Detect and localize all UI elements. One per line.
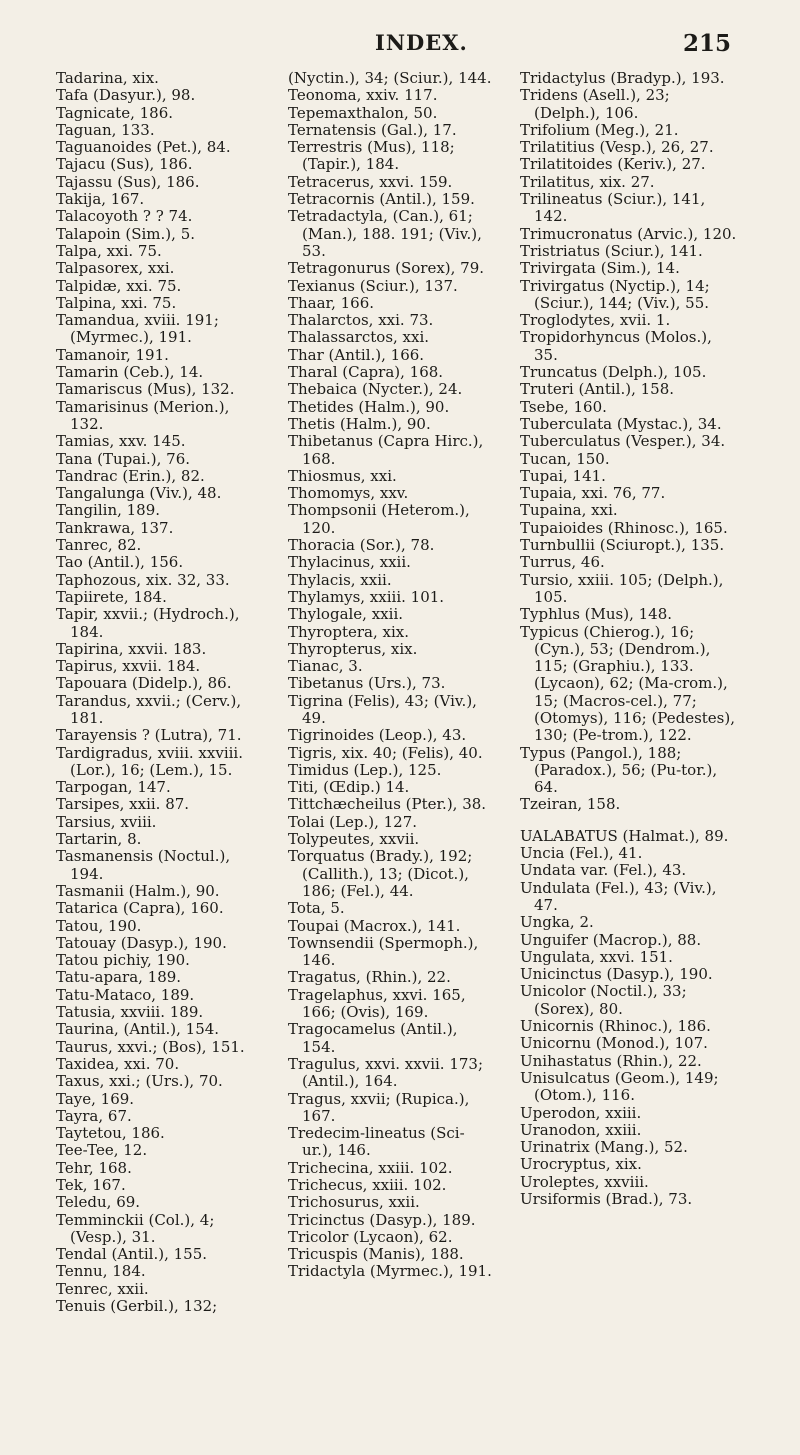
- index-entry: Tapir, xxvii.; (Hydroch.), 184.: [56, 605, 240, 641]
- index-entry: Tolypeutes, xxvii.: [288, 830, 420, 849]
- index-entry: Trilatitius (Vesp.), 26, 27.: [520, 138, 714, 157]
- index-entry: Tehr, 168.: [56, 1158, 132, 1177]
- index-entry: Taguanoides (Pet.), 84.: [56, 138, 231, 157]
- index-entry: Thoracia (Sor.), 78.: [288, 536, 435, 555]
- index-entry: Talapoin (Sim.), 5.: [56, 224, 195, 243]
- index-entry: Trichosurus, xxii.: [288, 1193, 420, 1212]
- index-entry: Tursio, xxiii. 105; (Delph.), 105.: [520, 570, 724, 606]
- index-entry: Trimucronatus (Arvic.), 120.: [520, 224, 737, 243]
- index-entry: Trifolium (Meg.), 21.: [520, 120, 679, 139]
- index-entry: Tolai (Lep.), 127.: [288, 812, 418, 831]
- index-entry: Unicinctus (Dasyp.), 190.: [520, 965, 713, 984]
- index-entry: Unisulcatus (Geom.), 149; (Otom.), 116.: [520, 1068, 719, 1105]
- page-title: INDEX.: [375, 30, 468, 55]
- index-entry: Talpa, xxi. 75.: [56, 241, 162, 260]
- index-entry: Tsebe, 160.: [520, 397, 607, 416]
- index-entry: Tagnicate, 186.: [56, 103, 174, 122]
- index-entry: Taxidea, xxi. 70.: [56, 1054, 180, 1073]
- index-entry: Thyropterus, xix.: [288, 639, 418, 658]
- index-column-2: [288, 70, 493, 1281]
- index-entry: Tasmanensis (Noctul.), 194.: [56, 847, 231, 883]
- index-entry: Tatusia, xxviii. 189.: [56, 1003, 204, 1022]
- index-entry: Unicornis (Rhinoc.), 186.: [520, 1017, 711, 1036]
- index-entry: Tittchæcheilus (Pter.), 38.: [288, 795, 487, 814]
- index-entry: Tharal (Capra), 168.: [288, 363, 444, 382]
- index-entry: Tendal (Antil.), 155.: [56, 1245, 208, 1264]
- index-entry: Trilatitoides (Keriv.), 27.: [520, 155, 706, 174]
- page-number: 215: [683, 30, 732, 57]
- index-entry: Tankrawa, 137.: [56, 518, 174, 537]
- index-entry: Unguifer (Macrop.), 88.: [520, 930, 702, 949]
- index-entry: Tianac, 3.: [288, 657, 363, 676]
- index-entry: Tatu-Mataco, 189.: [56, 985, 195, 1004]
- index-entry: Tarayensis ? (Lutra), 71.: [56, 726, 242, 745]
- index-entry: Thibetanus (Capra Hirc.), 168.: [288, 432, 484, 468]
- index-entry: Tetracerus, xxvi. 159.: [288, 172, 453, 191]
- index-entry: Tana (Tupai.), 76.: [56, 449, 191, 468]
- index-entry: Tatouay (Dasyp.), 190.: [56, 933, 227, 952]
- index-entry: Tupaina, xxi.: [520, 501, 618, 520]
- index-entry: Timidus (Lep.), 125.: [288, 760, 442, 779]
- index-entry: Tridens (Asell.), 23; (Delph.), 106.: [520, 86, 670, 122]
- index-entry: Thylacis, xxii.: [288, 570, 392, 589]
- index-entry: Tamarin (Ceb.), 14.: [56, 363, 204, 382]
- index-entry: Trichecina, xxiii. 102.: [288, 1158, 453, 1177]
- index-entry: Tzeiran, 158.: [520, 795, 621, 814]
- index-entry: Tangalunga (Viv.), 48.: [56, 484, 222, 503]
- index-entry: Thylacinus, xxii.: [288, 553, 411, 572]
- index-entry: Tigrina (Felis), 43; (Viv.), 49.: [288, 691, 477, 727]
- index-entry: Tafa (Dasyur.), 98.: [56, 86, 196, 105]
- index-entry: Uroleptes, xxviii.: [520, 1172, 649, 1191]
- index-entry: Tapirus, xxvii. 184.: [56, 657, 201, 676]
- index-entry: Tajassu (Sus), 186.: [56, 172, 200, 191]
- index-entry: Trivirgata (Sim.), 14.: [520, 259, 680, 278]
- index-entry: Tragelaphus, xxvi. 165, 166; (Ovis), 169.: [288, 985, 466, 1022]
- index-entry: Ungka, 2.: [520, 913, 594, 932]
- index-entry: Thaar, 166.: [288, 293, 375, 312]
- index-entry: (Nyctin.), 34; (Sciur.), 144.: [288, 69, 492, 87]
- index-entry: Thalarctos, xxi. 73.: [288, 311, 434, 330]
- index-entry: Tigrinoides (Leop.), 43.: [288, 726, 467, 745]
- index-entry: Tennu, 184.: [56, 1262, 146, 1281]
- index-entry: Tristriatus (Sciur.), 141.: [520, 241, 703, 260]
- index-entry: Tatou pichiy, 190.: [56, 951, 190, 970]
- index-entry: Tadarina, xix.: [56, 69, 159, 87]
- index-entry: Tardigradus, xviii. xxviii. (Lor.), 16; (Lem.), 15.: [56, 743, 243, 779]
- index-entry: Tamias, xxv. 145.: [56, 432, 186, 451]
- index-entry: Tarpogan, 147.: [56, 778, 171, 797]
- index-entry: Tragocamelus (Antil.), 154.: [288, 1020, 458, 1056]
- index-entry: Unicornu (Monod.), 107.: [520, 1034, 708, 1053]
- index-entry: Truncatus (Delph.), 105.: [520, 363, 707, 382]
- index-entry: Talpina, xxi. 75.: [56, 293, 177, 312]
- index-entry: Taurina, (Antil.), 154.: [56, 1020, 220, 1039]
- index-entry: Taphozous, xix. 32, 33.: [56, 570, 230, 589]
- index-entry: Tajacu (Sus), 186.: [56, 155, 193, 174]
- index-entry: Tenrec, xxii.: [56, 1279, 149, 1298]
- index-entry: Tricinctus (Dasyp.), 189.: [288, 1210, 476, 1229]
- index-entry: Tamandua, xviii. 191; (Myrmec.), 191.: [56, 311, 219, 347]
- index-entry: Thar (Antil.), 166.: [288, 345, 425, 364]
- index-entry: Tuberculata (Mystac.), 34.: [520, 414, 722, 433]
- index-entry: Temminckii (Col.), 4; (Vesp.), 31.: [56, 1210, 215, 1246]
- index-column-1: [56, 70, 254, 1315]
- index-entry: Tapiirete, 184.: [56, 587, 167, 606]
- index-entry: Undata var. (Fel.), 43.: [520, 861, 687, 880]
- index-entry: Tupaioides (Rhinosc.), 165.: [520, 518, 728, 537]
- index-entry: Tupai, 141.: [520, 466, 606, 485]
- index-entry: Unihastatus (Rhin.), 22.: [520, 1051, 702, 1070]
- index-entry: Undulata (Fel.), 43; (Viv.), 47.: [520, 878, 717, 914]
- page-header: [0, 30, 800, 70]
- index-entry: Trivirgatus (Nyctip.), 14; (Sciur.), 144; (Viv.), 55.: [520, 276, 710, 312]
- index-entry: Talpasorex, xxi.: [56, 259, 175, 278]
- index-entry: Tapirina, xxvii. 183.: [56, 639, 207, 658]
- index-entry: Tamarisinus (Merion.), 132.: [56, 397, 230, 433]
- index-entry: Talpidæ, xxi. 75.: [56, 276, 182, 295]
- index-entry: Tasmanii (Halm.), 90.: [56, 881, 220, 900]
- index-entry: Uranodon, xxiii.: [520, 1120, 642, 1139]
- index-entry: Taytetou, 186.: [56, 1124, 165, 1143]
- index-entry: Urinatrix (Mang.), 52.: [520, 1138, 688, 1157]
- index-entry: Tepemaxthalon, 50.: [288, 103, 438, 122]
- index-entry: Toupai (Macrox.), 141.: [288, 916, 461, 935]
- index-entry: Taguan, 133.: [56, 120, 155, 139]
- index-entry: Tatou, 190.: [56, 916, 142, 935]
- index-entry: Ungulata, xxvi. 151.: [520, 947, 673, 966]
- index-entry: Typicus (Chierog.), 16; (Cyn.), 53; (Dendrom.), 115; (Graphiu.), 133. (Lycaon), 62; (Ma-crom.), 15; (Macros-cel.), 77; (Otomys), 116; (Pedestes), 130; (Pe-trom.), 122.: [520, 622, 735, 745]
- index-entry: Tridactylus (Bradyp.), 193.: [520, 69, 725, 87]
- index-entry: Turrus, 46.: [520, 553, 605, 572]
- index-entry: Thylogale, xxii.: [288, 605, 404, 624]
- index-entry: Tridactyla (Myrmec.), 191.: [288, 1262, 492, 1281]
- index-entry: Thylamys, xxiii. 101.: [288, 587, 445, 606]
- index-column-3: [520, 70, 740, 1208]
- index-entry: Tamanoir, 191.: [56, 345, 169, 364]
- index-entry: Ternatensis (Gal.), 17.: [288, 120, 457, 139]
- index-entry: Tota, 5.: [288, 899, 345, 918]
- index-entry: Tao (Antil.), 156.: [56, 553, 184, 572]
- index-entry: Trilineatus (Sciur.), 141, 142.: [520, 190, 706, 226]
- index-entry: Tuberculatus (Vesper.), 34.: [520, 432, 726, 451]
- index-entry: Tetragonurus (Sorex), 79.: [288, 259, 485, 278]
- index-entry: UALABATUS (Halmat.), 89.: [520, 826, 729, 845]
- index-entry: Tarsius, xviii.: [56, 812, 157, 831]
- index-entry: Tarandus, xxvii.; (Cerv.), 181.: [56, 691, 242, 727]
- index-entry: Tanrec, 82.: [56, 536, 142, 555]
- index-entry: Tee-Tee, 12.: [56, 1141, 148, 1160]
- index-entry: Ursiformis (Brad.), 73.: [520, 1190, 693, 1208]
- index-entry: Uncia (Fel.), 41.: [520, 844, 643, 863]
- index-entry: Teonoma, xxiv. 117.: [288, 86, 438, 105]
- index-entry: Tragulus, xxvi. xxvii. 173; (Antil.), 164.: [288, 1054, 484, 1091]
- index-entry: Thyroptera, xix.: [288, 622, 409, 641]
- index-entry: Tartarin, 8.: [56, 830, 142, 849]
- index-entry: Taxus, xxi.; (Urs.), 70.: [56, 1072, 223, 1091]
- index-entry: Titi, (Œdip.) 14.: [288, 778, 410, 797]
- index-entry: Townsendii (Spermoph.), 146.: [288, 933, 479, 970]
- index-entry: Thiosmus, xxi.: [288, 466, 397, 485]
- index-entry: Turnbullii (Sciuropt.), 135.: [520, 536, 725, 555]
- index-entry: Tayra, 67.: [56, 1106, 132, 1125]
- index-entry: Thetis (Halm.), 90.: [288, 414, 431, 433]
- index-entry: Tarsipes, xxii. 87.: [56, 795, 190, 814]
- index-entry: Talacoyoth ? ? 74.: [56, 207, 193, 226]
- index-entry: Thalassarctos, xxi.: [288, 328, 430, 347]
- index-entry: Truteri (Antil.), 158.: [520, 380, 674, 399]
- index-entry: Taurus, xxvi.; (Bos), 151.: [56, 1037, 245, 1056]
- index-entry: Tangilin, 189.: [56, 501, 161, 520]
- index-entry: Teledu, 69.: [56, 1193, 141, 1212]
- index-entry: Tricuspis (Manis), 188.: [288, 1245, 464, 1264]
- index-entry: Tupaia, xxi. 76, 77.: [520, 484, 666, 503]
- index-entry: Takija, 167.: [56, 190, 145, 209]
- index-entry: Tek, 167.: [56, 1176, 126, 1194]
- index-entry: Thompsonii (Heterom.), 120.: [288, 501, 470, 537]
- index-entry: Trichecus, xxiii. 102.: [288, 1176, 447, 1194]
- index-entry: Thebaica (Nycter.), 24.: [288, 380, 463, 399]
- index-entry: Thomomys, xxv.: [288, 484, 409, 503]
- index-entry: Troglodytes, xvii. 1.: [520, 311, 671, 330]
- index-entry: Tragatus, (Rhin.), 22.: [288, 968, 451, 987]
- index-entry: Tropidorhyncus (Molos.), 35.: [520, 328, 712, 364]
- index-entry: Urocryptus, xix.: [520, 1155, 642, 1174]
- index-entry: Tibetanus (Urs.), 73.: [288, 674, 446, 693]
- index-entry: Tigris, xix. 40; (Felis), 40.: [288, 743, 483, 762]
- index-entry: Unicolor (Noctil.), 33; (Sorex), 80.: [520, 982, 687, 1018]
- index-entry: Tetracornis (Antil.), 159.: [288, 190, 475, 209]
- index-entry: Tatarica (Capra), 160.: [56, 899, 224, 918]
- index-entry: Tucan, 150.: [520, 449, 610, 468]
- index-entry: Thetides (Halm.), 90.: [288, 397, 450, 416]
- index-entry: Tatu-apara, 189.: [56, 968, 182, 987]
- index-entry: Tenuis (Gerbil.), 132;: [56, 1297, 218, 1316]
- index-entry: Trilatitus, xix. 27.: [520, 172, 655, 191]
- index-entry: Tragus, xxvii; (Rupica.), 167.: [288, 1089, 470, 1125]
- section-gap: [520, 814, 740, 828]
- index-entry: Uperodon, xxiii.: [520, 1103, 642, 1122]
- index-entry: Tamariscus (Mus), 132.: [56, 380, 235, 399]
- index-entry: Texianus (Sciur.), 137.: [288, 276, 458, 295]
- index-entry: Typhlus (Mus), 148.: [520, 605, 673, 624]
- index-entry: Typus (Pangol.), 188; (Paradox.), 56; (Pu-tor.), 64.: [520, 743, 718, 797]
- index-entry: Tricolor (Lycaon), 62.: [288, 1227, 453, 1246]
- index-entry: Tredecim-lineatus (Sci-ur.), 146.: [288, 1124, 465, 1160]
- index-entry: Tapouara (Didelp.), 86.: [56, 674, 232, 693]
- index-entry: Torquatus (Brady.), 192; (Callith.), 13; (Dicot.), 186; (Fel.), 44.: [288, 847, 473, 900]
- index-entry: Tandrac (Erin.), 82.: [56, 466, 205, 485]
- index-entry: Tetradactyla, (Can.), 61; (Man.), 188. 191; (Viv.), 53.: [288, 207, 482, 260]
- index-entry: Taye, 169.: [56, 1089, 135, 1108]
- index-entry: Terrestris (Mus), 118; (Tapir.), 184.: [288, 138, 455, 174]
